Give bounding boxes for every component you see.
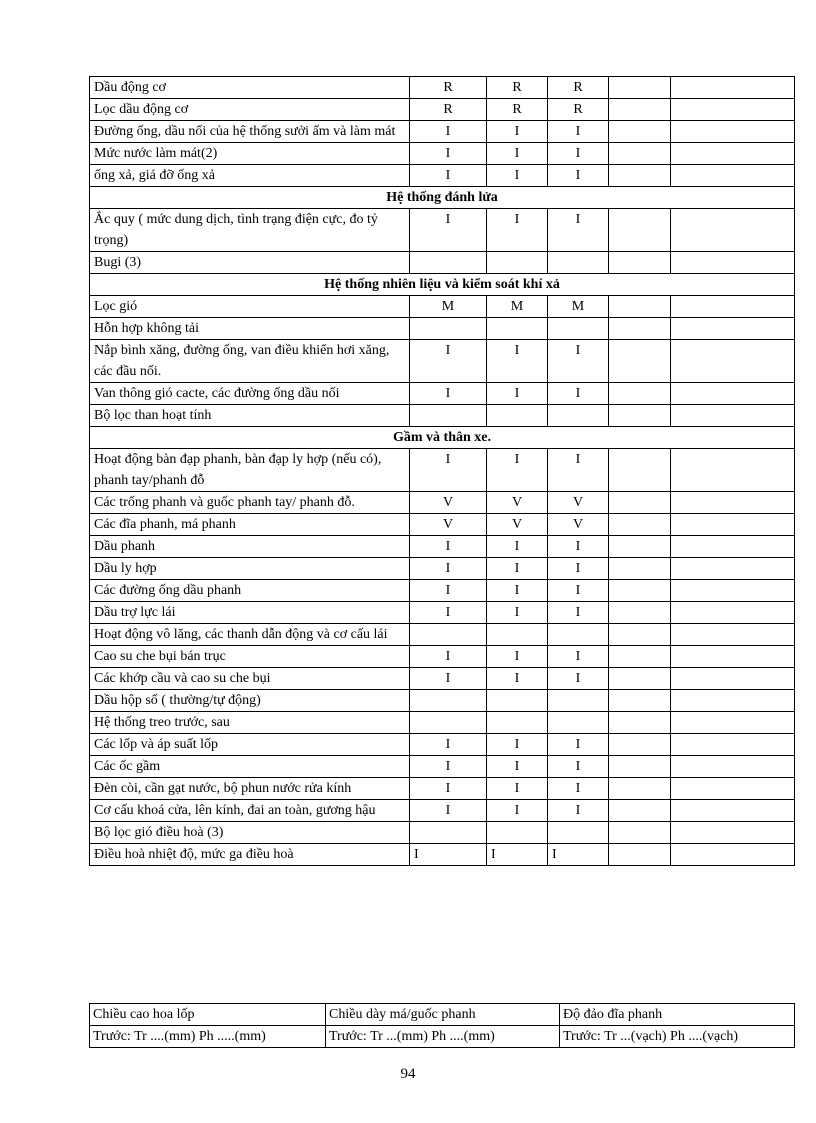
interval-cell: I xyxy=(548,449,609,492)
interval-cell xyxy=(609,778,671,800)
interval-cell xyxy=(609,405,671,427)
item-label: Các trống phanh và guốc phanh tay/ phanh đỗ. xyxy=(90,492,410,514)
interval-cell xyxy=(671,690,795,712)
table-row xyxy=(90,602,795,624)
table-row xyxy=(90,143,795,165)
interval-cell xyxy=(609,143,671,165)
interval-cell: V xyxy=(410,492,487,514)
table-row xyxy=(90,77,795,99)
interval-cell: I xyxy=(487,800,548,822)
interval-cell: I xyxy=(410,558,487,580)
item-label: Hỗn hợp không tải xyxy=(90,318,410,340)
interval-cell xyxy=(671,340,795,383)
interval-cell xyxy=(609,536,671,558)
interval-cell: I xyxy=(410,800,487,822)
table-row xyxy=(90,405,795,427)
interval-cell xyxy=(609,77,671,99)
interval-cell: I xyxy=(410,668,487,690)
interval-cell: I xyxy=(487,449,548,492)
interval-cell xyxy=(410,318,487,340)
interval-cell xyxy=(487,822,548,844)
interval-cell xyxy=(548,822,609,844)
table-row xyxy=(90,296,795,318)
interval-cell: I xyxy=(548,558,609,580)
page-number: 94 xyxy=(400,1066,416,1082)
interval-cell xyxy=(609,99,671,121)
interval-cell xyxy=(548,624,609,646)
interval-cell: I xyxy=(410,646,487,668)
interval-cell: I xyxy=(410,121,487,143)
interval-cell xyxy=(609,668,671,690)
interval-cell: I xyxy=(548,844,609,866)
item-label: Hoạt động bàn đạp phanh, bàn đạp ly hợp (nếu có), phanh tay/phanh đỗ xyxy=(90,449,410,492)
table-row xyxy=(90,558,795,580)
item-label: Lọc gió xyxy=(90,296,410,318)
interval-cell xyxy=(609,646,671,668)
table-row xyxy=(90,340,795,383)
interval-cell xyxy=(671,646,795,668)
interval-cell xyxy=(671,383,795,405)
interval-cell xyxy=(410,624,487,646)
interval-cell xyxy=(671,252,795,274)
interval-cell: I xyxy=(410,449,487,492)
interval-cell xyxy=(609,340,671,383)
item-label: Các khớp cầu và cao su che bụi xyxy=(90,668,410,690)
item-label: Các đường ống dầu phanh xyxy=(90,580,410,602)
item-label: ống xả, giá đỡ ống xả xyxy=(90,165,410,187)
interval-cell xyxy=(609,624,671,646)
interval-cell: I xyxy=(487,646,548,668)
table-row xyxy=(90,318,795,340)
interval-cell xyxy=(548,318,609,340)
interval-cell xyxy=(609,296,671,318)
table-row xyxy=(90,165,795,187)
interval-cell: I xyxy=(410,580,487,602)
section-title: Hệ thống đánh lửa xyxy=(90,187,795,209)
interval-cell xyxy=(410,690,487,712)
table-row xyxy=(90,756,795,778)
item-label: Các ốc gầm xyxy=(90,756,410,778)
measurement-value: Trước: Tr ...(mm) Ph ....(mm) xyxy=(326,1026,560,1048)
interval-cell: M xyxy=(410,296,487,318)
interval-cell: V xyxy=(410,514,487,536)
interval-cell xyxy=(671,121,795,143)
interval-cell: I xyxy=(410,756,487,778)
interval-cell xyxy=(410,712,487,734)
interval-cell xyxy=(487,690,548,712)
interval-cell xyxy=(671,209,795,252)
item-label: Điều hoà nhiệt độ, mức ga điều hoà xyxy=(90,844,410,866)
item-label: Bộ lọc gió điều hoà (3) xyxy=(90,822,410,844)
interval-cell xyxy=(487,712,548,734)
interval-cell: I xyxy=(548,778,609,800)
interval-cell xyxy=(671,143,795,165)
item-label: Dầu ly hợp xyxy=(90,558,410,580)
interval-cell xyxy=(609,121,671,143)
interval-cell xyxy=(671,756,795,778)
interval-cell xyxy=(609,580,671,602)
interval-cell xyxy=(548,690,609,712)
interval-cell: I xyxy=(487,668,548,690)
table-row xyxy=(90,646,795,668)
interval-cell: I xyxy=(487,143,548,165)
interval-cell: M xyxy=(487,296,548,318)
interval-cell: I xyxy=(487,536,548,558)
interval-cell: I xyxy=(548,165,609,187)
interval-cell xyxy=(671,514,795,536)
interval-cell xyxy=(548,252,609,274)
measurement-header: Độ đảo đĩa phanh xyxy=(560,1004,795,1026)
interval-cell xyxy=(671,318,795,340)
interval-cell xyxy=(609,734,671,756)
interval-cell: R xyxy=(410,77,487,99)
table-row xyxy=(90,690,795,712)
interval-cell xyxy=(410,405,487,427)
item-label: Ắc quy ( mức dung dịch, tình trạng điện cực, đo tỷ trọng) xyxy=(90,209,410,252)
interval-cell xyxy=(548,712,609,734)
interval-cell: I xyxy=(487,209,548,252)
interval-cell: R xyxy=(548,99,609,121)
section-title: Hệ thống nhiên liệu và kiểm soát khí xả xyxy=(90,274,795,296)
interval-cell: I xyxy=(487,165,548,187)
interval-cell: R xyxy=(548,77,609,99)
measurement-header-row xyxy=(90,1004,795,1026)
item-label: Các lốp và áp suất lốp xyxy=(90,734,410,756)
item-label: Dầu trợ lực lái xyxy=(90,602,410,624)
measurement-value: Trước: Tr ....(mm) Ph .....(mm) xyxy=(90,1026,326,1048)
interval-cell: I xyxy=(410,602,487,624)
interval-cell: I xyxy=(487,558,548,580)
interval-cell xyxy=(671,822,795,844)
interval-cell: I xyxy=(548,121,609,143)
measurement-table xyxy=(89,1003,795,1048)
interval-cell xyxy=(671,602,795,624)
interval-cell xyxy=(671,844,795,866)
interval-cell xyxy=(671,778,795,800)
interval-cell xyxy=(671,580,795,602)
measurement-header: Chiều cao hoa lốp xyxy=(90,1004,326,1026)
interval-cell: I xyxy=(410,536,487,558)
item-label: Đường ống, dầu nối của hệ thống sưởi ấm và làm mát xyxy=(90,121,410,143)
table-row xyxy=(90,844,795,866)
interval-cell xyxy=(671,165,795,187)
item-label: Bugi (3) xyxy=(90,252,410,274)
measurement-header: Chiều dày má/guốc phanh xyxy=(326,1004,560,1026)
item-label: Van thông gió cacte, các đường ống dầu nối xyxy=(90,383,410,405)
interval-cell xyxy=(609,449,671,492)
table-row xyxy=(90,492,795,514)
table-row xyxy=(90,383,795,405)
item-label: Dầu động cơ xyxy=(90,77,410,99)
interval-cell: I xyxy=(487,756,548,778)
item-label: Dầu hộp số ( thường/tự động) xyxy=(90,690,410,712)
interval-cell: R xyxy=(487,99,548,121)
interval-cell xyxy=(671,800,795,822)
interval-cell xyxy=(671,558,795,580)
interval-cell: I xyxy=(548,734,609,756)
table-row xyxy=(90,514,795,536)
interval-cell: I xyxy=(548,800,609,822)
interval-cell xyxy=(671,712,795,734)
table-row xyxy=(90,822,795,844)
interval-cell: I xyxy=(548,646,609,668)
table-row xyxy=(90,449,795,492)
interval-cell xyxy=(609,602,671,624)
interval-cell: I xyxy=(548,143,609,165)
interval-cell: M xyxy=(548,296,609,318)
interval-cell xyxy=(548,405,609,427)
interval-cell xyxy=(671,492,795,514)
item-label: Các đĩa phanh, má phanh xyxy=(90,514,410,536)
interval-cell xyxy=(609,318,671,340)
interval-cell: I xyxy=(548,580,609,602)
interval-cell xyxy=(609,514,671,536)
measurement-value: Trước: Tr ...(vạch) Ph ....(vạch) xyxy=(560,1026,795,1048)
interval-cell: I xyxy=(548,602,609,624)
section-row xyxy=(90,274,795,296)
section-row xyxy=(90,187,795,209)
section-row xyxy=(90,427,795,449)
interval-cell: I xyxy=(548,340,609,383)
interval-cell: I xyxy=(487,340,548,383)
interval-cell xyxy=(487,318,548,340)
interval-cell: V xyxy=(487,514,548,536)
interval-cell xyxy=(609,822,671,844)
interval-cell xyxy=(609,492,671,514)
interval-cell: I xyxy=(548,536,609,558)
item-label: Lọc dầu động cơ xyxy=(90,99,410,121)
interval-cell xyxy=(671,77,795,99)
interval-cell xyxy=(609,252,671,274)
item-label: Cao su che bụi bán trục xyxy=(90,646,410,668)
interval-cell xyxy=(609,800,671,822)
interval-cell: I xyxy=(410,383,487,405)
interval-cell: I xyxy=(548,756,609,778)
item-label: Hệ thống treo trước, sau xyxy=(90,712,410,734)
item-label: Hoạt động vô lăng, các thanh dẫn động và cơ cấu lái xyxy=(90,624,410,646)
interval-cell xyxy=(609,383,671,405)
interval-cell xyxy=(410,252,487,274)
interval-cell xyxy=(609,558,671,580)
interval-cell xyxy=(671,624,795,646)
item-label: Mức nước làm mát(2) xyxy=(90,143,410,165)
table-row xyxy=(90,209,795,252)
interval-cell xyxy=(410,822,487,844)
interval-cell: I xyxy=(487,383,548,405)
interval-cell xyxy=(671,668,795,690)
table-row xyxy=(90,734,795,756)
interval-cell: I xyxy=(487,734,548,756)
interval-cell: I xyxy=(487,580,548,602)
interval-cell xyxy=(609,712,671,734)
interval-cell xyxy=(609,844,671,866)
interval-cell xyxy=(671,296,795,318)
table-row xyxy=(90,712,795,734)
interval-cell xyxy=(487,624,548,646)
interval-cell xyxy=(671,449,795,492)
interval-cell: R xyxy=(487,77,548,99)
maintenance-table xyxy=(89,76,795,866)
interval-cell: I xyxy=(487,844,548,866)
table-row xyxy=(90,800,795,822)
interval-cell xyxy=(609,690,671,712)
interval-cell: I xyxy=(487,602,548,624)
section-title: Gầm và thân xe. xyxy=(90,427,795,449)
interval-cell xyxy=(609,209,671,252)
table-row xyxy=(90,99,795,121)
interval-cell: I xyxy=(410,844,487,866)
table-row xyxy=(90,536,795,558)
interval-cell: I xyxy=(548,383,609,405)
interval-cell: I xyxy=(548,209,609,252)
interval-cell xyxy=(609,756,671,778)
interval-cell xyxy=(487,405,548,427)
interval-cell xyxy=(671,405,795,427)
table-row xyxy=(90,252,795,274)
interval-cell xyxy=(609,165,671,187)
table-row xyxy=(90,121,795,143)
item-label: Đèn còi, cần gạt nước, bộ phun nước rửa kính xyxy=(90,778,410,800)
item-label: Dầu phanh xyxy=(90,536,410,558)
interval-cell: I xyxy=(487,121,548,143)
interval-cell: V xyxy=(548,514,609,536)
interval-cell: I xyxy=(410,734,487,756)
interval-cell: R xyxy=(410,99,487,121)
interval-cell: I xyxy=(410,340,487,383)
interval-cell: I xyxy=(410,209,487,252)
table-row xyxy=(90,580,795,602)
table-row xyxy=(90,624,795,646)
interval-cell xyxy=(671,99,795,121)
interval-cell: I xyxy=(487,778,548,800)
item-label: Bộ lọc than hoạt tính xyxy=(90,405,410,427)
interval-cell: V xyxy=(487,492,548,514)
interval-cell: I xyxy=(410,778,487,800)
interval-cell: V xyxy=(548,492,609,514)
item-label: Nắp bình xăng, đường ống, van điều khiển hơi xăng, các đầu nối. xyxy=(90,340,410,383)
interval-cell xyxy=(671,536,795,558)
interval-cell: I xyxy=(548,668,609,690)
measurement-value-row xyxy=(90,1026,795,1048)
item-label: Cơ cấu khoá cửa, lên kính, đai an toàn, gương hậu xyxy=(90,800,410,822)
interval-cell xyxy=(487,252,548,274)
interval-cell: I xyxy=(410,165,487,187)
interval-cell xyxy=(671,734,795,756)
table-row xyxy=(90,778,795,800)
table-row xyxy=(90,668,795,690)
interval-cell: I xyxy=(410,143,487,165)
